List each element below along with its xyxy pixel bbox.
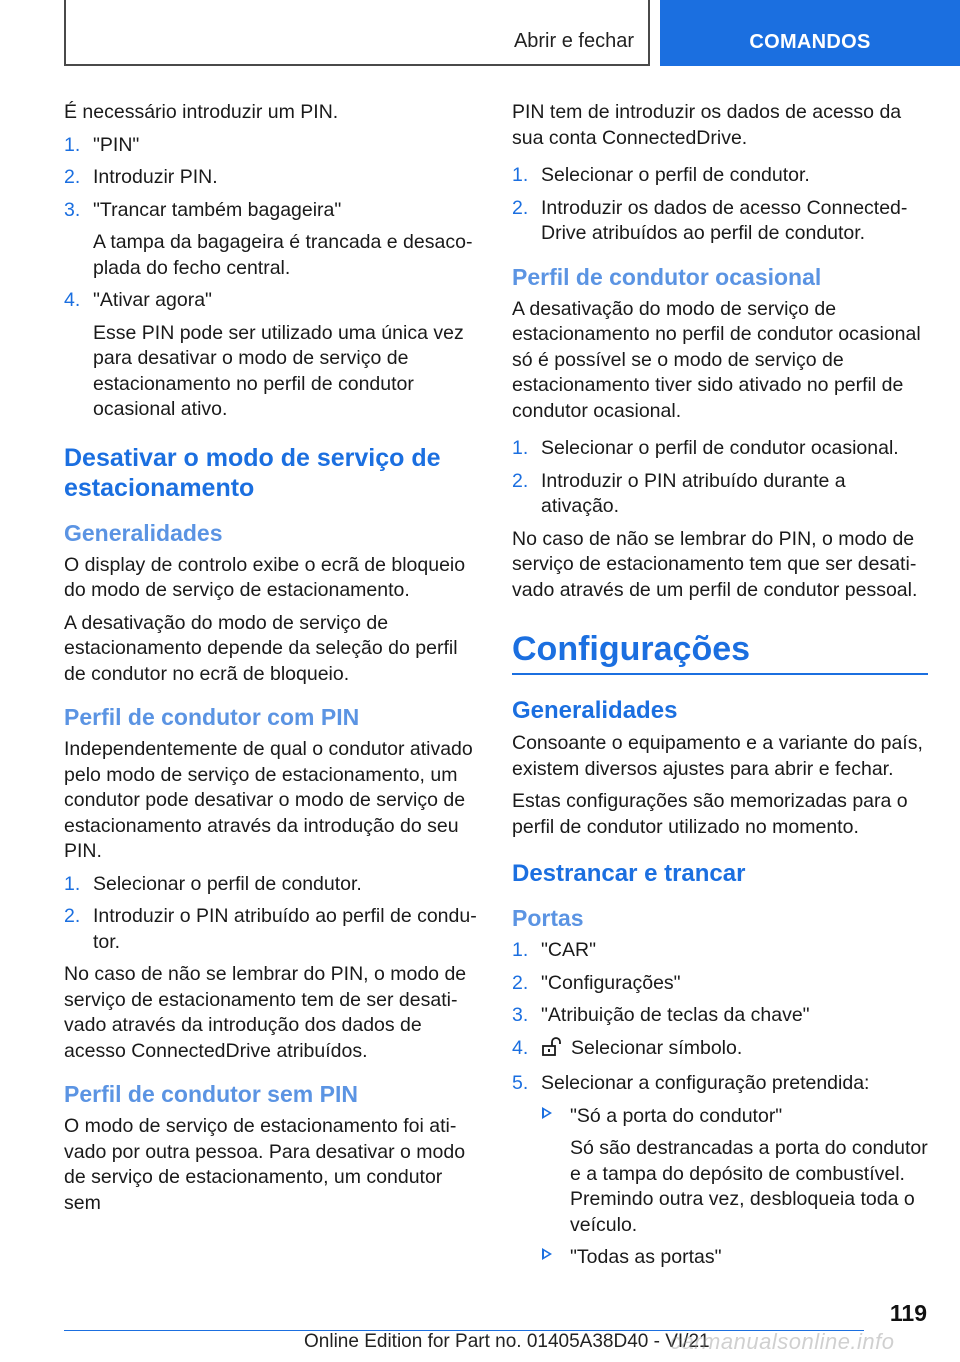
paragraph: A desativação do modo de serviço de estacionamento no perfil de condutor ocasional só é possível se o modo de serviço de estacionamento tiver sido ativado no perfil de condutor ocasional. [512, 297, 921, 422]
heading-no-pin-profile: Perfil de condutor sem PIN [64, 1081, 358, 1107]
list-item [512, 1104, 928, 1239]
step-number: 5. [512, 1072, 529, 1094]
step-number: 3. [512, 1004, 529, 1026]
step-number: 2. [64, 905, 81, 927]
option-detail: Só são destrancadas a porta do condutor e a tampa do depósito de combustível. Premindo outra vez, desbloqueia toda o veículo. [570, 1137, 928, 1236]
list-item [64, 288, 480, 423]
step-text: Introduzir o PIN atribuído durante a ativação. [541, 469, 846, 517]
paragraph: PIN tem de introduzir os dados de acesso da sua conta ConnectedDrive. [512, 101, 902, 149]
option-text: "Todas as portas" [570, 1246, 722, 1268]
step-text-with-icon [541, 1036, 928, 1065]
step-number: 2. [512, 971, 529, 994]
list-item [512, 1071, 928, 1097]
heading-guest-profile: Perfil de condutor ocasional [512, 263, 822, 290]
unlock-icon [541, 1037, 563, 1065]
list-item [64, 872, 480, 898]
step-text: Selecionar o perfil de condutor. [93, 872, 362, 895]
list-item [512, 1245, 928, 1271]
paragraph: Consoante o equipamento e a variante do país, existem diversos ajustes para abrir e fechar. [512, 732, 923, 780]
list-item [512, 971, 928, 997]
heading-general: Generalidades [64, 519, 223, 546]
list-item [512, 163, 928, 189]
step-number: 4. [512, 1036, 529, 1059]
step-text: Selecionar símbolo. [571, 1036, 743, 1059]
page-number: 119 [889, 1300, 927, 1326]
step-number: 3. [64, 198, 81, 221]
step-detail: Esse PIN pode ser utilizado uma única vez para desativar o modo de serviço de estacionamento no perfil de condutor ocasional ativo. [93, 321, 464, 420]
steps-list [64, 133, 480, 423]
list-item [64, 133, 480, 159]
list-item [512, 196, 928, 247]
heading-deactivate: Desativar o modo de serviço de estacionamento [64, 443, 441, 502]
step-number: 2. [512, 196, 529, 219]
intro-text: É necessário introduzir um PIN. [64, 101, 339, 123]
options-list [512, 1104, 928, 1271]
step-number: 1. [64, 133, 81, 156]
step-number: 1. [512, 939, 529, 961]
step-text: Selecionar o perfil de condutor. [541, 164, 810, 186]
left-column [64, 100, 480, 1223]
option-text: "Só a porta do condutor" [570, 1104, 783, 1127]
steps-list [512, 163, 928, 247]
step-number: 4. [64, 289, 81, 311]
step-detail: A tampa da bagageira é trancada e desacoplada do fecho central. [93, 231, 473, 279]
paragraph: Estas configurações são memorizadas para o perfil de condutor utilizado no momento. [512, 790, 908, 838]
step-text: Introduzir PIN. [93, 166, 218, 188]
heading-general: Generalidades [512, 697, 678, 724]
list-item [64, 904, 480, 955]
step-text: Introduzir os dados de acesso ConnectedDrive atribuídos ao perfil de condutor. [541, 196, 908, 244]
paragraph: O display de controlo exibe o ecrã de bloqueio do modo de serviço de estacionamento. [64, 553, 466, 601]
list-item [512, 1036, 928, 1065]
heading-unlock-lock: Destrancar e trancar [512, 860, 746, 887]
step-text: "CAR" [541, 939, 597, 961]
step-text: "Atribuição de teclas da chave" [541, 1004, 810, 1026]
step-text: "Trancar também bagageira" [93, 198, 342, 221]
paragraph: O modo de serviço de estacionamento foi ativado por outra pessoa. Para desativar o modo de serviço de estacionamento, um condutor sem [64, 1115, 466, 1214]
heading-doors: Portas [512, 905, 584, 931]
list-item [64, 165, 480, 191]
step-text: "PIN" [93, 133, 140, 156]
steps-list [512, 938, 928, 1097]
edition-text: Online Edition for Part no. 01405A38D40 - VI/21 [304, 1331, 710, 1352]
step-number: 2. [512, 469, 529, 492]
steps-list [64, 872, 480, 956]
watermark: carmanualsonline.info [670, 1329, 895, 1354]
list-item [512, 469, 928, 520]
step-text: "Ativar agora" [93, 289, 212, 311]
step-text: Selecionar a configuração pretendida: [541, 1072, 870, 1094]
step-number: 1. [512, 437, 529, 459]
step-number: 1. [512, 164, 529, 186]
section-title: Abrir e fechar [513, 30, 634, 52]
paragraph: A desativação do modo de serviço de estacionamento depende da seleção do perfil de condutor no ecrã de bloqueio. [64, 611, 458, 685]
heading-pin-profile: Perfil de condutor com PIN [64, 704, 360, 730]
list-item [512, 1003, 928, 1029]
list-item [64, 198, 480, 282]
chapter-heading-settings: Configurações [512, 629, 928, 675]
paragraph: Independentemente de qual o condutor ativado pelo modo de serviço de estacionamento, um condutor pode desativar o modo de serviço de estacionamento através da introdução do seu PIN. [64, 738, 473, 862]
paragraph: No caso de não se lembrar do PIN, o modo de serviço de estacionamento tem que ser desativado através de um perfil de condutor pessoal. [512, 527, 918, 601]
list-item [512, 938, 928, 964]
steps-list [512, 436, 928, 520]
step-number: 2. [64, 166, 81, 188]
step-text: Selecionar o perfil de condutor ocasional. [541, 437, 899, 459]
paragraph: No caso de não se lembrar do PIN, o modo de serviço de estacionamento tem de ser desativado através da introdução dos dados de acesso ConnectedDrive atribuídos. [64, 963, 467, 1062]
list-item [512, 436, 928, 462]
step-number: 1. [64, 872, 81, 895]
step-text: Introduzir o PIN atribuído ao perfil de condutor. [93, 905, 477, 953]
step-text: "Configurações" [541, 971, 681, 994]
chapter-tab[interactable]: COMANDOS [660, 0, 960, 66]
right-column [512, 100, 928, 1278]
